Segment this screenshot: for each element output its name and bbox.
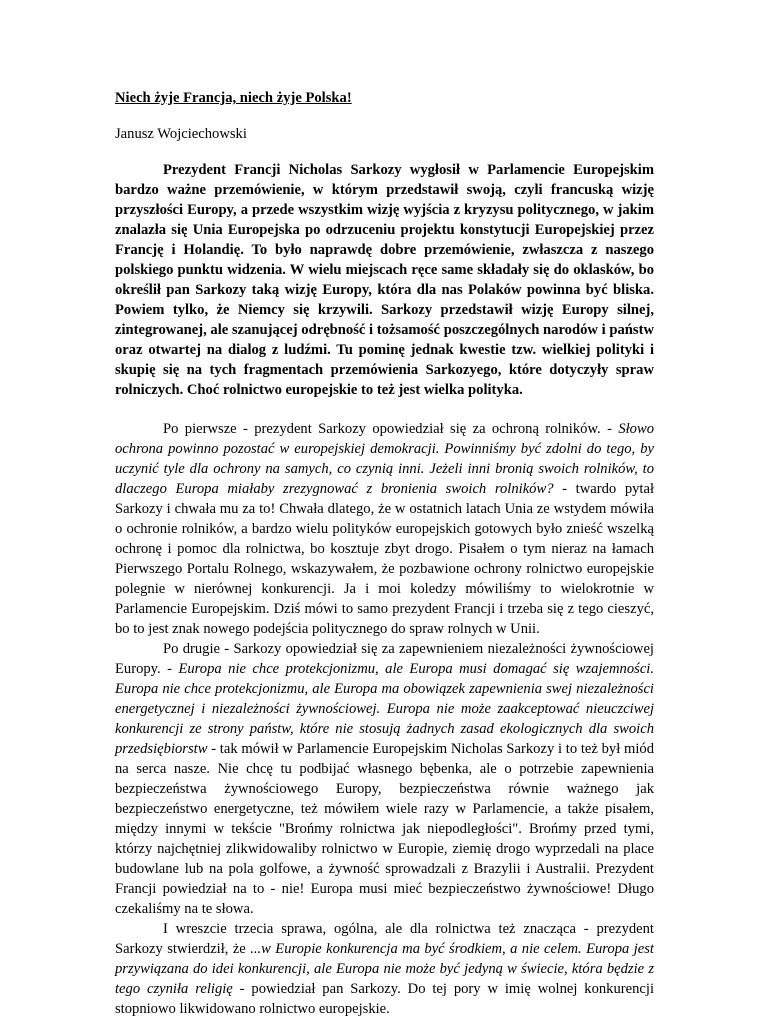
paragraph-2-text-b: - tak mówił w Parlamencie Europejskim Nicholas Sarkozy i to też był miód na serca nasze. Nie chcę tu podbijać własnego bębenka, ale o potrzebie zapewnienia bezpieczeństwa żywnościowego Europy, bezpieczeństwa równie ważnego jak bezpieczeństwo energetyczne, też mówiłem wiele razy w Parlamencie, a także pisałem, między innymi w tekście "Brońmy rolnictwa jak niepodległości". Brońmy przed tymi, którzy najchętniej zlikwidowaliby rolnictwo w Europie, ziemię drogo wyprzedali na place budowlane lub na pola golfowe, a żywność sprowadzali z Brazylii i Australii. Prezydent Francji powiedział na to - nie! Europa musi mieć bezpieczeństwo żywnościowe! Długo czekaliśmy na te słowa. [115,741,654,917]
document-title: Niech żyje Francja, niech żyje Polska! [115,90,352,106]
paragraph-3-text-a: I wreszcie trzecia sprawa, ogólna, ale dla rolnictwa też znacząca - prezydent Sarkozy stwierdził, że [115,921,654,957]
paragraph-1-quote: Słowo ochrona powinno pozostać w europejskiej demokracji. Powinniśmy być zdolni do tego, by uczynić tyle dla ochrony na samych, co czynią inni. Jeżeli inni bronią swoich rolników, to dlaczego Europa miałaby zrezygnować z bronienia swoich rolników? [115,421,654,497]
paragraph-1 [115,419,654,639]
paragraph-3 [115,919,654,1019]
paragraph-1-text-a: Po pierwsze - prezydent Sarkozy opowiedział się za ochroną rolników. - [163,421,612,437]
paragraph-2-quote: Europa nie chce protekcjonizmu, ale Europa musi domagać się wzajemności. Europa nie chce protekcjonizmu, ale Europa ma obowiązek zapewnienia swej niezależności energetycznej i niezależności żywnościowej. Europa nie może zaakceptować nieuczciwej konkurencji ze strony państw, które nie stosują żadnych zasad ekologicznych dla swoich przedsiębiorstw [115,661,655,757]
paragraph-2-text-a: Po drugie - Sarkozy opowiedział się za zapewnieniem niezależności żywnościowej Europy. - [115,641,654,677]
paragraph-3-text-b: - powiedział pan Sarkozy. Do tej pory w imię wolnej konkurencji stopniowo likwidowano rolnictwo europejskie. [115,981,654,1017]
paragraph-1-text-b: - twardo pytał Sarkozy i chwała mu za to! Chwała dlatego, że w ostatnich latach Unia ze wstydem mówiła o ochronie rolników, a bardzo wielu polityków europejskich gotowych było znieść wszelką ochronę i pomoc dla rolnictwa, bo kosztuje zbyt drogo. Pisałem o tym nieraz na łamach Pierwszego Portalu Rolnego, wskazywałem, że pozbawione ochrony rolnictwo europejskie polegnie w nierównej konkurencji. Ja i moi koledzy mówiliśmy to wielokrotnie w Parlamencie Europejskim. Dziś mówi to samo prezydent Francji i trzeba się z tego cieszyć, bo to jest znak nowego podejścia politycznego do spraw rolnych w Unii. [115,481,654,637]
document-page [115,88,654,1019]
lead-paragraph: Prezydent Francji Nicholas Sarkozy wygłosił w Parlamencie Europejskim bardzo ważne przemówienie, w którym przedstawił swoją, czyli francuską wizję przyszłości Europy, a przede wszystkim wizję wyjścia z kryzysu politycznego, w jakim znalazła się Unia Europejska po odrzuceniu projektu konstytucji Europejskiej przez Francję i Holandię. To było naprawdę dobre przemówienie, zwłaszcza z naszego polskiego punktu widzenia. W wielu miejscach ręce same składały się do oklasków, bo określił pan Sarkozy taką wizję Europy, która dla nas Polaków powinna być bliska. Powiem tylko, że Niemcy się krzywili. Sarkozy przedstawił wizję Europy silnej, zintegrowanej, ale szanującej odrębność i tożsamość poszczególnych narodów i państw oraz otwartej na dialog z ludźmi. Tu pominę jednak kwestie tzw. wielkiej polityki i skupię się na tych fragmentach przemówienia Sarkozyego, które dotyczyły spraw rolniczych. Choć rolnictwo europejskie to też jest wielka polityka. [115,162,654,398]
paragraph-2 [115,639,654,919]
paragraph-3-quote: ...w Europie konkurencja ma być środkiem, a nie celem. Europa jest przywiązana do idei konkurencji, ale Europa nie może być jedyną w świecie, która będzie z tego czyniła religię [115,941,654,997]
author-name: Janusz Wojciechowski [115,126,247,142]
